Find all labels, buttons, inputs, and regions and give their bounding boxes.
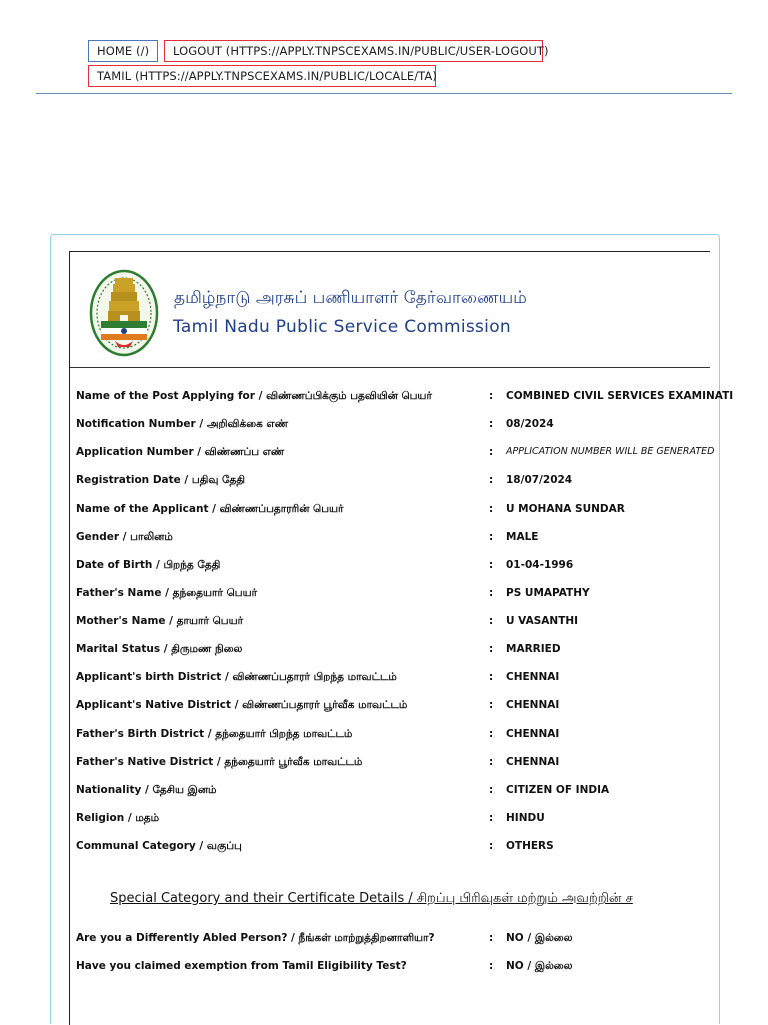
field-label: Religion / மதம்	[76, 811, 160, 824]
commission-title-english: Tamil Nadu Public Service Commission	[173, 317, 511, 337]
field-label: Applicant's Native District / விண்ணப்பதாரர் பூர்வீக மாவட்டம்	[76, 699, 408, 712]
detail-row	[70, 388, 734, 410]
field-separator: :	[489, 755, 494, 768]
field-separator: :	[489, 643, 494, 656]
field-label: Mother's Name / தாயார் பெயர்	[76, 615, 244, 627]
detail-row	[70, 613, 710, 635]
detail-row	[70, 501, 710, 523]
field-value: CHENNAI	[506, 727, 560, 740]
detail-row	[70, 754, 710, 776]
field-label: Father's Name / தந்தையார் பெயர்	[76, 586, 258, 599]
field-value: CHENNAI	[506, 755, 560, 768]
field-value: U VASANTHI	[506, 615, 579, 627]
special-category-heading: Special Category and their Certificate Details / சிறப்பு பிரிவுகள் மற்றும் அவற்றின் ச	[110, 891, 633, 906]
field-value: MALE	[506, 530, 539, 543]
field-value: APPLICATION NUMBER WILL BE GENERATED	[506, 446, 715, 458]
detail-row	[70, 838, 710, 860]
field-value: U MOHANA SUNDAR	[506, 502, 625, 515]
detail-row	[70, 585, 710, 607]
detail-row	[70, 810, 710, 832]
field-label: Nationality / தேசிய இனம்	[76, 783, 217, 796]
field-label: Registration Date / பதிவு தேதி	[76, 474, 245, 487]
field-separator: :	[489, 840, 494, 852]
tnpsc-emblem-icon	[89, 268, 159, 358]
detail-row	[70, 726, 710, 748]
field-separator: :	[489, 474, 494, 487]
field-separator: :	[489, 615, 494, 627]
field-label: Father's Native District / தந்தையார் பூர்வீக மாவட்டம்	[76, 755, 363, 768]
field-value: 08/2024	[506, 418, 554, 431]
field-label: Gender / பாலினம்	[76, 530, 173, 543]
logout-link[interactable]: LOGOUT (HTTPS://APPLY.TNPSCEXAMS.IN/PUBLIC/USER-LOGOUT)	[164, 40, 543, 62]
field-value: CHENNAI	[506, 699, 560, 712]
field-separator: :	[489, 932, 494, 944]
tamil-locale-link[interactable]: TAMIL (HTTPS://APPLY.TNPSCEXAMS.IN/PUBLIC/LOCALE/TA)	[88, 65, 436, 87]
field-value: 01-04-1996	[506, 558, 574, 571]
field-separator: :	[489, 586, 494, 599]
detail-row	[70, 557, 710, 579]
detail-row	[70, 444, 715, 466]
field-separator: :	[489, 811, 494, 824]
commission-title-tamil: தமிழ்நாடு அரசுப் பணியாளர் தேர்வாணையம்	[174, 288, 527, 308]
field-value: HINDU	[506, 811, 545, 824]
field-label: Name of the Applicant / விண்ணப்பதாரரின் பெயர்	[76, 502, 344, 515]
field-separator: :	[489, 418, 494, 431]
field-label: Communal Category / வகுப்பு	[76, 840, 242, 852]
field-separator: :	[489, 446, 494, 459]
detail-row	[70, 416, 710, 438]
field-value: 18/07/2024	[506, 474, 573, 487]
field-separator: :	[489, 530, 494, 543]
field-label: Are you a Differently Abled Person? / நீங்கள் மாற்றுத்திறனாளியா?	[76, 932, 435, 944]
detail-row	[70, 641, 710, 663]
detail-row	[70, 529, 710, 551]
field-separator: :	[489, 960, 494, 972]
field-value: CITIZEN OF INDIA	[506, 783, 610, 796]
field-label: Name of the Post Applying for / விண்ணப்பிக்கும் பதவியின் பெயர்	[76, 390, 432, 402]
field-value: OTHERS	[506, 840, 554, 852]
detail-row	[70, 472, 710, 494]
field-label: Father's Birth District / தந்தையார் பிறந்த மாவட்டம்	[76, 727, 353, 740]
application-form	[69, 251, 734, 1025]
field-value: NO / இல்லை	[506, 932, 573, 944]
field-label: Date of Birth / பிறந்த தேதி	[76, 558, 221, 571]
field-label: Application Number / விண்ணப்ப எண்	[76, 446, 285, 459]
field-separator: :	[489, 390, 494, 402]
field-value: COMBINED CIVIL SERVICES EXAMINATI	[506, 390, 734, 402]
field-label: Marital Status / திருமண நிலை	[76, 643, 243, 656]
header-divider	[36, 93, 732, 94]
detail-row	[70, 930, 710, 952]
detail-row	[70, 958, 710, 980]
field-label: Applicant's birth District / விண்ணப்பதாரர் பிறந்த மாவட்டம்	[76, 671, 397, 684]
field-separator: :	[489, 502, 494, 515]
field-value: NO / இல்லை	[506, 960, 573, 972]
field-separator: :	[489, 699, 494, 712]
field-value: MARRIED	[506, 643, 561, 656]
field-value: PS UMAPATHY	[506, 586, 590, 599]
detail-row	[70, 669, 710, 691]
field-separator: :	[489, 558, 494, 571]
field-separator: :	[489, 783, 494, 796]
home-link[interactable]: HOME (/)	[88, 40, 158, 62]
logo-divider	[70, 367, 710, 368]
field-value: CHENNAI	[506, 671, 560, 684]
detail-row	[70, 782, 710, 804]
field-separator: :	[489, 671, 494, 684]
detail-row	[70, 697, 710, 719]
field-label: Have you claimed exemption from Tamil Eligibility Test?	[76, 960, 407, 972]
field-label: Notification Number / அறிவிக்கை எண்	[76, 418, 289, 431]
field-separator: :	[489, 727, 494, 740]
